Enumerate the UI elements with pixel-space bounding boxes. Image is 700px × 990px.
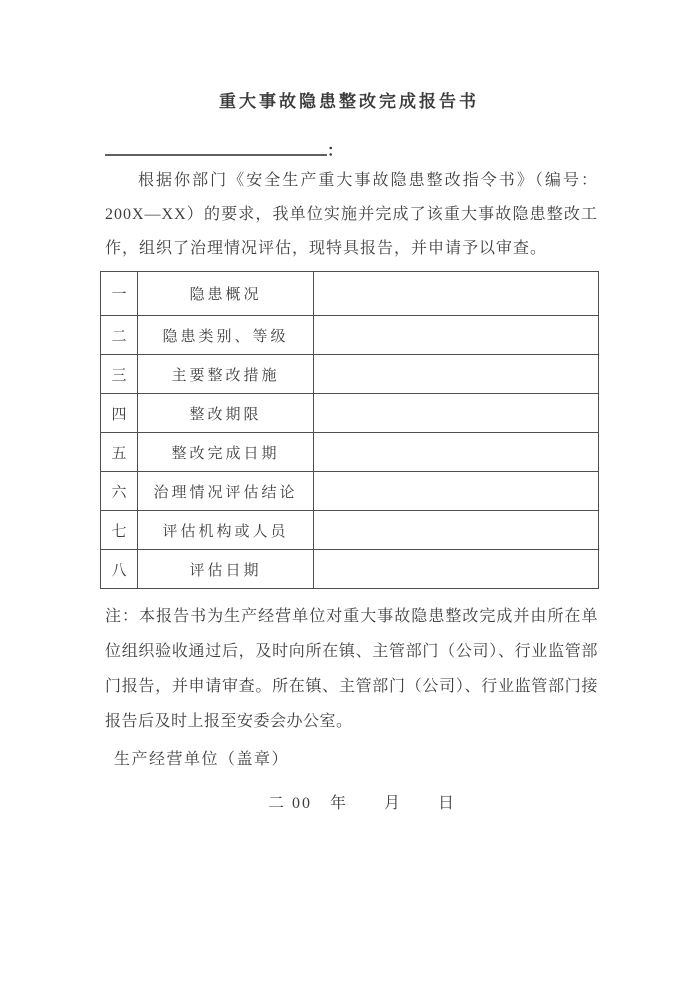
row-number: 二 <box>101 316 138 355</box>
row-label: 治理情况评估结论 <box>138 472 314 511</box>
note-paragraph: 注：本报告书为生产经营单位对重大事故隐患整改完成并由所在单位组织验收通过后，及时向所在镇、主管部门（公司）、行业监管部门报告，并申请审查。所在镇、主管部门（公司）、行业监管部门接报告后及时上报至安委会办公室。 <box>105 608 598 730</box>
row-value-cell[interactable] <box>314 272 599 316</box>
recipient-blank-underline[interactable] <box>105 140 327 156</box>
row-label: 整改期限 <box>138 394 314 433</box>
page-title: 重大事故隐患整改完成报告书 <box>219 92 479 111</box>
table-row <box>101 394 599 433</box>
row-label: 评估日期 <box>138 550 314 589</box>
table-row <box>101 316 599 355</box>
row-label: 整改完成日期 <box>138 433 314 472</box>
row-number: 一 <box>101 272 138 316</box>
row-number: 七 <box>101 511 138 550</box>
row-label: 主要整改措施 <box>138 355 314 394</box>
intro-paragraph: 根据你部门《安全生产重大事故隐患整改指令书》（编号：200X—XX）的要求，我单位实施并完成了该重大事故隐患整改工作，组织了治理情况评估，现特具报告，并申请予以审查。 <box>105 172 598 257</box>
row-number: 六 <box>101 472 138 511</box>
row-label: 隐患类别、等级 <box>138 316 314 355</box>
row-number: 三 <box>101 355 138 394</box>
report-table <box>100 271 599 589</box>
row-value-cell[interactable] <box>314 355 599 394</box>
date-line: 二 00 年 月 日 <box>268 795 457 812</box>
signature-label: 生产经营单位（盖章） <box>114 751 290 768</box>
table-row <box>101 511 599 550</box>
row-value-cell[interactable] <box>314 511 599 550</box>
salutation-line <box>100 138 598 160</box>
row-label: 隐患概况 <box>138 272 314 316</box>
row-value-cell[interactable] <box>314 394 599 433</box>
row-value-cell[interactable] <box>314 433 599 472</box>
table-row <box>101 433 599 472</box>
table-row <box>101 355 599 394</box>
row-number: 五 <box>101 433 138 472</box>
row-number: 八 <box>101 550 138 589</box>
report-document <box>100 0 598 815</box>
row-value-cell[interactable] <box>314 316 599 355</box>
table-row <box>101 272 599 316</box>
row-value-cell[interactable] <box>314 472 599 511</box>
table-row <box>101 550 599 589</box>
row-label: 评估机构或人员 <box>138 511 314 550</box>
table-row <box>101 472 599 511</box>
salutation-colon: ： <box>327 143 344 160</box>
row-value-cell[interactable] <box>314 550 599 589</box>
row-number: 四 <box>101 394 138 433</box>
